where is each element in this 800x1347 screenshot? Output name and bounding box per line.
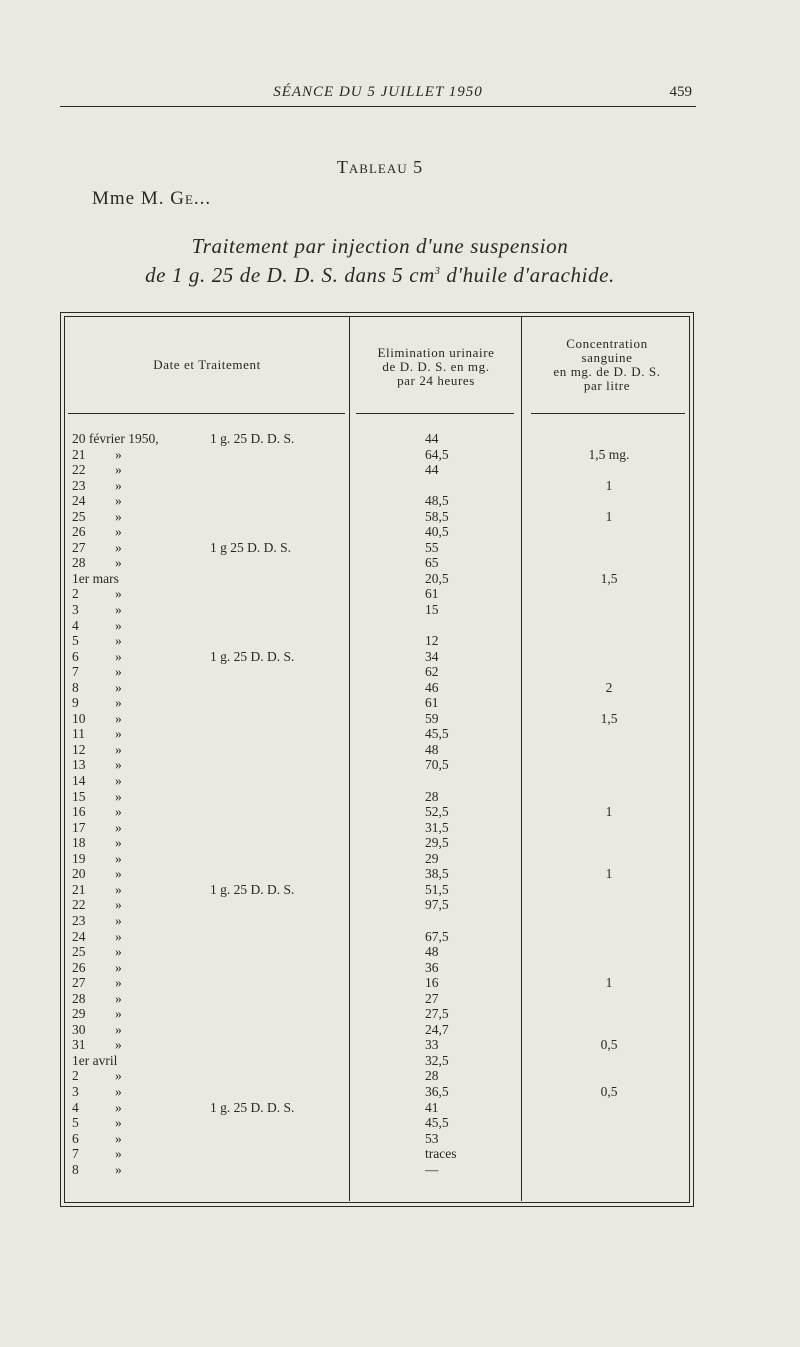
date-cell: 2	[72, 1068, 79, 1084]
concentration-cell: 1	[605, 866, 613, 882]
ditto-mark: »	[115, 493, 122, 509]
table-row	[0, 478, 800, 494]
table-row	[0, 726, 800, 742]
ditto-mark: »	[115, 648, 122, 664]
table-row	[0, 975, 800, 991]
table-row	[0, 773, 800, 789]
elimination-cell: 55	[425, 539, 439, 555]
date-cell: 16	[72, 804, 86, 820]
ditto-mark: »	[115, 695, 122, 711]
treatment-caption-text-end: d'huile d'arachide.	[440, 263, 615, 287]
ditto-mark: »	[115, 586, 122, 602]
patient-suffix: ...	[193, 188, 212, 209]
date-cell: 3	[72, 602, 79, 618]
date-cell: 7	[72, 1146, 79, 1162]
date-cell: 18	[72, 835, 86, 851]
table-row	[0, 524, 800, 540]
concentration-cell: 0,5	[600, 1037, 618, 1053]
elimination-cell: 97,5	[425, 897, 449, 913]
elimination-cell: 44	[425, 462, 439, 478]
ditto-mark: »	[115, 1021, 122, 1037]
table-row	[0, 789, 800, 805]
elimination-cell: 45,5	[425, 1115, 449, 1131]
table-row	[0, 866, 800, 882]
table-row	[0, 602, 800, 618]
elimination-cell: 20,5	[425, 570, 449, 586]
table-row	[0, 509, 800, 525]
elimination-cell: 36,5	[425, 1083, 449, 1099]
ditto-mark: »	[115, 928, 122, 944]
date-cell: 2	[72, 586, 79, 602]
table-row	[0, 991, 800, 1007]
ditto-mark: »	[115, 741, 122, 757]
table-row	[0, 835, 800, 851]
date-cell: 30	[72, 1021, 86, 1037]
ditto-mark: »	[115, 539, 122, 555]
date-cell: 5	[72, 633, 79, 649]
header-rule	[356, 413, 514, 414]
date-cell: 6	[72, 1130, 79, 1146]
date-cell: 31	[72, 1037, 86, 1053]
elimination-cell: 32,5	[425, 1052, 449, 1068]
elimination-cell: 53	[425, 1130, 439, 1146]
column-header-line: en mg. de D. D. S.	[553, 364, 661, 379]
treatment-caption-line-2	[0, 263, 760, 288]
table-row	[0, 1068, 800, 1084]
date-cell: 26	[72, 959, 86, 975]
date-cell: 14	[72, 773, 86, 789]
date-cell: 1er mars	[72, 570, 119, 586]
ditto-mark: »	[115, 726, 122, 742]
table-row	[0, 462, 800, 478]
date-cell: 27	[72, 539, 86, 555]
column-header-concentration	[523, 337, 691, 393]
treatment-caption-line-1: Traitement par injection d'une suspension	[191, 234, 569, 258]
table-row	[0, 493, 800, 509]
table-row	[0, 960, 800, 976]
table-row	[0, 1146, 800, 1162]
column-header-elimination	[351, 346, 521, 388]
concentration-cell: 1,5	[600, 570, 618, 586]
elimination-cell: 46	[425, 679, 439, 695]
concentration-cell: 1	[605, 804, 613, 820]
table-row	[0, 1162, 800, 1178]
patient-surname: Ge	[170, 188, 194, 209]
date-cell: 6	[72, 648, 79, 664]
table-row	[0, 804, 800, 820]
date-cell: 8	[72, 1161, 79, 1177]
ditto-mark: »	[115, 1115, 122, 1131]
table-row	[0, 431, 800, 447]
ditto-mark: »	[115, 617, 122, 633]
ditto-mark: »	[115, 710, 122, 726]
table-row	[0, 757, 800, 773]
date-cell: 12	[72, 741, 86, 757]
patient-name	[92, 188, 211, 210]
date-cell: 23	[72, 912, 86, 928]
ditto-mark: »	[115, 1099, 122, 1115]
elimination-cell: 15	[425, 602, 439, 618]
elimination-cell: 33	[425, 1037, 439, 1053]
ditto-mark: »	[115, 555, 122, 571]
date-cell: 10	[72, 710, 86, 726]
table-row	[0, 882, 800, 898]
date-cell: 11	[72, 726, 85, 742]
elimination-cell: —	[425, 1161, 439, 1177]
column-header-line: par 24 heures	[397, 373, 475, 388]
column-header-line: par litre	[583, 378, 631, 393]
ditto-mark: »	[115, 633, 122, 649]
date-cell: 8	[72, 679, 79, 695]
date-cell: 24	[72, 493, 86, 509]
elimination-cell: 61	[425, 695, 439, 711]
elimination-cell: 48,5	[425, 493, 449, 509]
table-row	[0, 633, 800, 649]
table-row	[0, 820, 800, 836]
elimination-cell: 48	[425, 741, 439, 757]
elimination-cell: 51,5	[425, 881, 449, 897]
elimination-cell: 29	[425, 850, 439, 866]
ditto-mark: »	[115, 524, 122, 540]
table-row	[0, 1053, 800, 1069]
ditto-mark: »	[115, 1083, 122, 1099]
date-cell: 26	[72, 524, 86, 540]
ditto-mark: »	[115, 866, 122, 882]
concentration-cell: 1	[605, 508, 613, 524]
column-header-line: Elimination urinaire	[377, 345, 495, 360]
table-row	[0, 555, 800, 571]
ditto-mark: »	[115, 944, 122, 960]
elimination-cell: 67,5	[425, 928, 449, 944]
elimination-cell: 62	[425, 664, 439, 680]
table-row	[0, 913, 800, 929]
table-row	[0, 1131, 800, 1147]
elimination-cell: 65	[425, 555, 439, 571]
elimination-cell: 58,5	[425, 508, 449, 524]
elimination-cell: 40,5	[425, 524, 449, 540]
ditto-mark: »	[115, 788, 122, 804]
ditto-mark: »	[115, 1006, 122, 1022]
date-cell: 19	[72, 850, 86, 866]
date-cell: 25	[72, 508, 86, 524]
elimination-cell: 64,5	[425, 446, 449, 462]
ditto-mark: »	[115, 446, 122, 462]
column-header-line: Concentration	[566, 336, 648, 351]
treatment-cell: 1 g. 25 D. D. S.	[210, 431, 295, 446]
date-cell: 1er avril	[72, 1052, 118, 1068]
table-row	[0, 1084, 800, 1100]
header-rule	[531, 413, 685, 414]
ditto-mark: »	[115, 679, 122, 695]
table-row	[0, 618, 800, 634]
elimination-cell: 27,5	[425, 1006, 449, 1022]
ditto-mark: »	[115, 1146, 122, 1162]
elimination-cell: 41	[425, 1099, 439, 1115]
table-body	[0, 431, 800, 1177]
header-rule	[68, 413, 345, 414]
table-row	[0, 742, 800, 758]
concentration-cell: 1	[605, 975, 613, 991]
date-cell: 5	[72, 1115, 79, 1131]
table-row	[0, 929, 800, 945]
column-header-line: sanguine	[581, 350, 633, 365]
table-row	[0, 540, 800, 556]
ditto-mark: »	[115, 1068, 122, 1084]
running-head	[60, 82, 696, 107]
elimination-cell: 28	[425, 788, 439, 804]
table-row	[0, 1037, 800, 1053]
date-cell: 21	[72, 881, 86, 897]
patient-prefix: Mme M.	[92, 188, 171, 209]
concentration-cell: 0,5	[600, 1083, 618, 1099]
elimination-cell: 27	[425, 990, 439, 1006]
table-row	[0, 1115, 800, 1131]
date-cell: 3	[72, 1083, 79, 1099]
elimination-cell: 28	[425, 1068, 439, 1084]
elimination-cell: 16	[425, 975, 439, 991]
treatment-cell: 1 g. 25 D. D. S.	[210, 648, 295, 664]
elimination-cell: 34	[425, 648, 439, 664]
table-row	[0, 897, 800, 913]
treatment-cell: 1 g 25 D. D. S.	[210, 539, 292, 555]
table-row	[0, 571, 800, 587]
elimination-cell: 61	[425, 586, 439, 602]
date-cell: 21	[72, 446, 86, 462]
date-cell: 13	[72, 757, 86, 773]
elimination-cell: 29,5	[425, 835, 449, 851]
elimination-cell: 48	[425, 944, 439, 960]
concentration-cell: 2	[605, 679, 613, 695]
ditto-mark: »	[115, 508, 122, 524]
table-row	[0, 944, 800, 960]
table-row	[0, 851, 800, 867]
elimination-cell: 44	[425, 431, 439, 446]
date-cell: 29	[72, 1006, 86, 1022]
elimination-cell: 59	[425, 710, 439, 726]
table-row	[0, 447, 800, 463]
elimination-cell: 45,5	[425, 726, 449, 742]
ditto-mark: »	[115, 1037, 122, 1053]
ditto-mark: »	[115, 850, 122, 866]
ditto-mark: »	[115, 819, 122, 835]
treatment-cell: 1 g. 25 D. D. S.	[210, 881, 295, 897]
elimination-cell: 36	[425, 959, 439, 975]
ditto-mark: »	[115, 1130, 122, 1146]
table-row	[0, 664, 800, 680]
column-header-line: de D. D. S. en mg.	[382, 359, 490, 374]
date-cell: 17	[72, 819, 86, 835]
ditto-mark: »	[115, 881, 122, 897]
table-row	[0, 649, 800, 665]
ditto-mark: »	[115, 757, 122, 773]
ditto-mark: »	[115, 804, 122, 820]
ditto-mark: »	[115, 959, 122, 975]
elimination-cell: 12	[425, 633, 439, 649]
date-cell: 15	[72, 788, 86, 804]
table-row	[0, 680, 800, 696]
date-cell: 23	[72, 477, 86, 493]
concentration-cell: 1	[605, 477, 613, 493]
elimination-cell: 24,7	[425, 1021, 449, 1037]
ditto-mark: »	[115, 897, 122, 913]
elimination-cell: 52,5	[425, 804, 449, 820]
ditto-mark: »	[115, 664, 122, 680]
date-cell: 25	[72, 944, 86, 960]
date-cell: 4	[72, 617, 79, 633]
date-cell: 28	[72, 555, 86, 571]
date-cell: 20	[72, 866, 86, 882]
date-cell: 20 février 1950,	[72, 431, 159, 446]
date-cell: 27	[72, 975, 86, 991]
table-title: Tableau 5	[336, 157, 424, 177]
ditto-mark: »	[115, 773, 122, 789]
page-number: 459	[669, 84, 692, 100]
running-title: SÉANCE DU 5 JUILLET 1950	[273, 84, 483, 100]
ditto-mark: »	[115, 602, 122, 618]
elimination-cell: 70,5	[425, 757, 449, 773]
table-row	[0, 695, 800, 711]
ditto-mark: »	[115, 975, 122, 991]
elimination-cell: 31,5	[425, 819, 449, 835]
treatment-caption-text: de 1 g. 25 de D. D. S. dans 5 cm	[145, 263, 435, 287]
ditto-mark: »	[115, 912, 122, 928]
table-row	[0, 1006, 800, 1022]
table-row	[0, 1022, 800, 1038]
table-row	[0, 711, 800, 727]
date-cell: 7	[72, 664, 79, 680]
column-header-date: Date et Traitement	[153, 357, 261, 372]
ditto-mark: »	[115, 990, 122, 1006]
ditto-mark: »	[115, 835, 122, 851]
table-row	[0, 586, 800, 602]
ditto-mark: »	[115, 462, 122, 478]
date-cell: 24	[72, 928, 86, 944]
ditto-mark: »	[115, 1161, 122, 1177]
elimination-cell: 38,5	[425, 866, 449, 882]
date-cell: 28	[72, 990, 86, 1006]
concentration-cell: 1,5	[600, 710, 618, 726]
date-cell: 22	[72, 897, 86, 913]
date-cell: 22	[72, 462, 86, 478]
cm-superscript: 3	[434, 266, 441, 277]
treatment-cell: 1 g. 25 D. D. S.	[210, 1099, 295, 1115]
table-row	[0, 1100, 800, 1116]
elimination-cell: traces	[425, 1146, 457, 1162]
date-cell: 9	[72, 695, 79, 711]
concentration-cell: 1,5 mg.	[588, 446, 630, 462]
ditto-mark: »	[115, 477, 122, 493]
date-cell: 4	[72, 1099, 79, 1115]
